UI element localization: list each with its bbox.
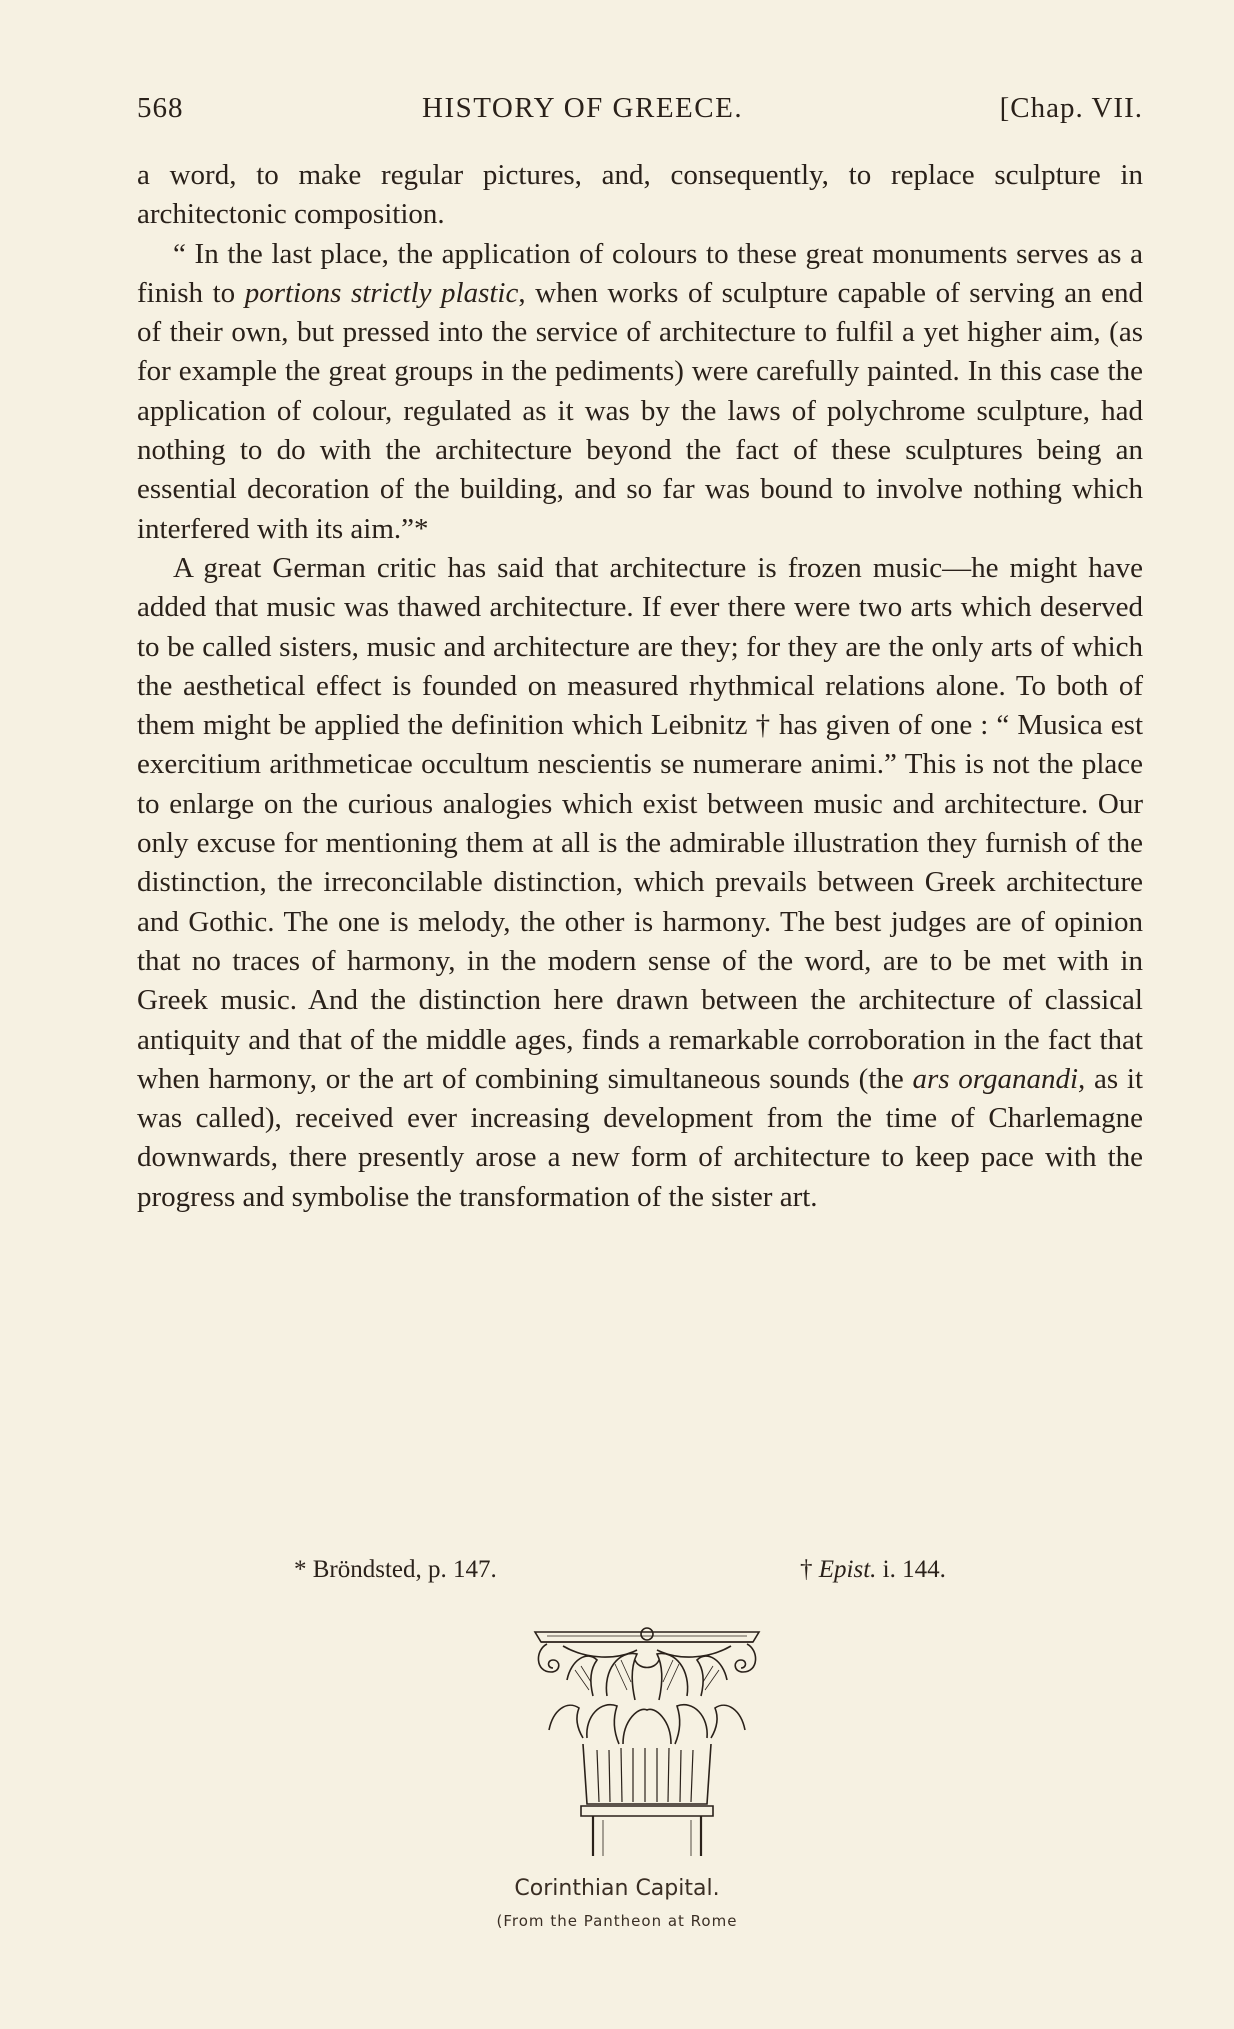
paragraph-text-end: as it was called), received ever increasing development from the time of Charlemagne downwards, there presently arose a new form of architecture to keep pace with the progress and symbolise the transformation of the sister art. [137, 1062, 1143, 1213]
chapter-label: [Chap. VII. [999, 92, 1143, 124]
paragraph-text-start: A great German critic has said that architecture is frozen music—he might have added that music was thawed architecture. If ever there were two arts which deserved to be called sisters, music and architecture are they; for they are the only arts of which the aesthetical effect is founded on measured rhythmical relations alone. To both of them might be applied the definition which Leibnitz † has given of one : “ Musica est exercitium arithmeticae occultum nescientis se numerare animi.” This is not the place to enlarge on the curious analogies which exist between music and architecture. Our only excuse for mentioning them at all is the admirable illustration they furnish of the distinction, the irreconcilable distinction, which prevails between Greek architecture and Gothic. The one is melody, the other is harmony. The best judges are of opinion that no traces of harmony, in the modern sense of the word, are to be met with in Greek music. And the distinction here drawn between the architecture of classical antiquity and that of the middle ages, finds a remarkable corroboration in the fact that when harmony, or the art of combining simultaneous sounds (the [137, 551, 1143, 1095]
paragraph-quotation [137, 235, 1143, 549]
figure-caption: Corinthian Capital. [514, 1876, 720, 1901]
footnote-2-title: Epist. [818, 1556, 877, 1583]
footnote-1: * Bröndsted, p. 147. [294, 1556, 497, 1583]
footnote-2-ref: i. 144. [876, 1556, 946, 1583]
running-header [137, 92, 1143, 132]
quotation-text-start: “ In the last place, the application of colours to these great monuments serves as a finish to [137, 237, 1143, 309]
footnote-2 [800, 1556, 946, 1584]
running-title: HISTORY OF GREECE. [422, 92, 744, 124]
footnote-2-mark: † [800, 1556, 819, 1583]
quotation-text-end: , when works of sculpture capable of serving an end of their own, but pressed into the service of architecture to fulfil a yet higher aim, (as for example the great groups in the pediments) were carefully painted. In this case the application of colour, regulated as it was by the laws of polychrome sculpture, had nothing to do with the architecture beyond the fact of these sculptures being an essential decoration of the building, and so far was bound to involve nothing which interfered with its aim.”* [137, 276, 1143, 545]
figure-subcaption: (From the Pantheon at Rome [496, 1912, 738, 1930]
paragraph-music-architecture [137, 549, 1143, 1217]
paragraph-continuation: a word, to make regular pictures, and, consequently, to replace sculpture in architectonic composition. [137, 159, 1143, 231]
page-number: 568 [137, 92, 184, 124]
corinthian-capital-illustration [527, 1620, 767, 1860]
quotation-emphasis: portions strictly plastic [244, 276, 519, 309]
footnotes [137, 1556, 1143, 1596]
body-text [137, 156, 1143, 1217]
paragraph-emphasis: ars organandi, [912, 1062, 1086, 1095]
